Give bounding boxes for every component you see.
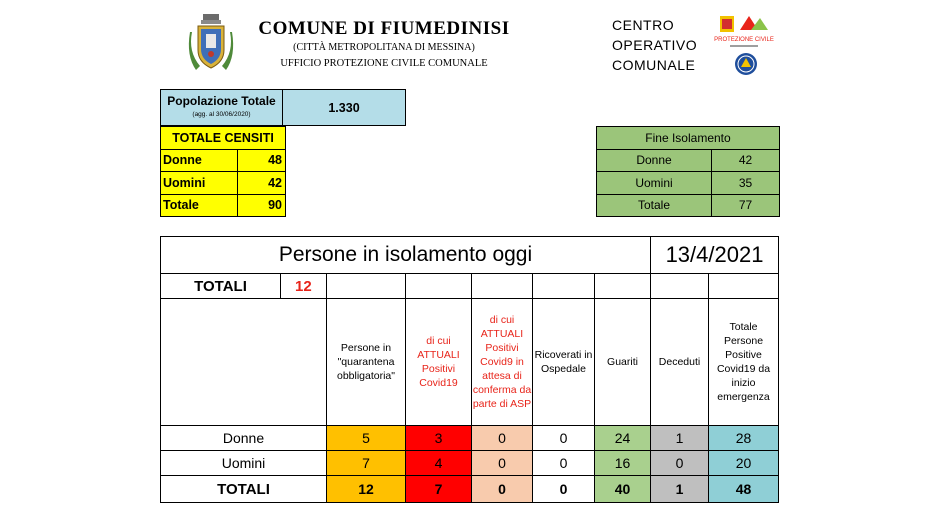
col-positivi: di cui ATTUALI Positivi Covid19: [406, 299, 472, 426]
popolazione-value: 1.330: [283, 90, 406, 126]
fine-value: 42: [712, 149, 780, 172]
col-quarantena: Persone in "quarantena obbligatoria": [327, 299, 406, 426]
censiti-row: [161, 172, 286, 195]
censiti-label: Donne: [161, 149, 238, 172]
totale-censiti-table: [160, 126, 286, 217]
totali-label: TOTALI: [161, 274, 281, 299]
cell-quarantena: 7: [327, 451, 406, 476]
protezione-civile-sicilia-logo: [714, 14, 774, 52]
row-label: Donne: [161, 426, 327, 451]
cell-totale: 28: [709, 426, 779, 451]
fine-isolamento-table: [596, 126, 780, 217]
protezione-civile-seal-icon: [734, 52, 758, 76]
fine-label: Donne: [597, 149, 712, 172]
cell-positivi: 3: [406, 426, 472, 451]
coc-line-1: CENTRO: [612, 17, 675, 33]
table-row-totali: [161, 476, 779, 503]
coc-line-2: OPERATIVO: [612, 37, 698, 53]
censiti-label: Uomini: [161, 172, 238, 195]
cell-guariti: 40: [595, 476, 651, 503]
cell-attesa: 0: [472, 476, 533, 503]
cell-ricoverati: 0: [533, 451, 595, 476]
fine-row: [597, 172, 780, 195]
popolazione-label: Popolazione Totale: [167, 93, 276, 108]
isolamento-date: 13/4/2021: [651, 237, 779, 274]
col-guariti: Guariti: [595, 299, 651, 426]
fine-value: 77: [712, 194, 780, 217]
cell-attesa: 0: [472, 451, 533, 476]
cell-ricoverati: 0: [533, 476, 595, 503]
table-row: [161, 426, 779, 451]
censiti-value: 48: [238, 149, 286, 172]
totali-value: 12: [281, 274, 327, 299]
cell-quarantena: 12: [327, 476, 406, 503]
cell-deceduti: 1: [651, 476, 709, 503]
censiti-title: TOTALE CENSITI: [161, 127, 286, 150]
fine-row: [597, 149, 780, 172]
col-ricoverati: Ricoverati in Ospedale: [533, 299, 595, 426]
col-totale-positivi: Totale Persone Positive Covid19 da inizio emergenza: [709, 299, 779, 426]
cell-attesa: 0: [472, 426, 533, 451]
citta-metropolitana: (CITTÀ METROPOLITANA DI MESSINA): [293, 42, 475, 53]
coc-line-3: COMUNALE: [612, 57, 696, 73]
cell-deceduti: 0: [651, 451, 709, 476]
ufficio-protezione: UFFICIO PROTEZIONE CIVILE COMUNALE: [280, 58, 488, 69]
cell-guariti: 24: [595, 426, 651, 451]
fine-value: 35: [712, 172, 780, 195]
cell-positivi: 4: [406, 451, 472, 476]
cell-ricoverati: 0: [533, 426, 595, 451]
col-deceduti: Deceduti: [651, 299, 709, 426]
row-label: Uomini: [161, 451, 327, 476]
header-title: [256, 18, 512, 69]
cell-totale: 48: [709, 476, 779, 503]
isolamento-table: [160, 236, 779, 503]
cell-deceduti: 1: [651, 426, 709, 451]
fine-row: [597, 194, 780, 217]
cell-quarantena: 5: [327, 426, 406, 451]
fine-label: Totale: [597, 194, 712, 217]
cell-totale: 20: [709, 451, 779, 476]
censiti-value: 90: [238, 194, 286, 217]
cell-guariti: 16: [595, 451, 651, 476]
popolazione-label-cell: [161, 90, 283, 126]
fine-isolamento-title: Fine Isolamento: [597, 127, 780, 150]
popolazione-table: [160, 89, 406, 126]
isolamento-title: Persone in isolamento oggi: [161, 237, 651, 274]
column-header-row: [161, 299, 779, 426]
row-label: TOTALI: [161, 476, 327, 503]
col-attesa-asp: di cui ATTUALI Positivi Covid9 in attesa di conferma da parte di ASP: [472, 299, 533, 426]
coc-label: [612, 15, 697, 75]
comune-crest-icon: [186, 12, 236, 74]
table-row: [161, 451, 779, 476]
comune-name: COMUNE DI FIUMEDINISI: [258, 18, 510, 39]
cell-positivi: 7: [406, 476, 472, 503]
censiti-value: 42: [238, 172, 286, 195]
censiti-label: Totale: [161, 194, 238, 217]
protezione-civile-logo-text: PROTEZIONE CIVILE: [714, 37, 774, 43]
censiti-row: [161, 194, 286, 217]
popolazione-note: (agg. al 30/06/2020): [192, 110, 251, 118]
fine-label: Uomini: [597, 172, 712, 195]
censiti-row: [161, 149, 286, 172]
